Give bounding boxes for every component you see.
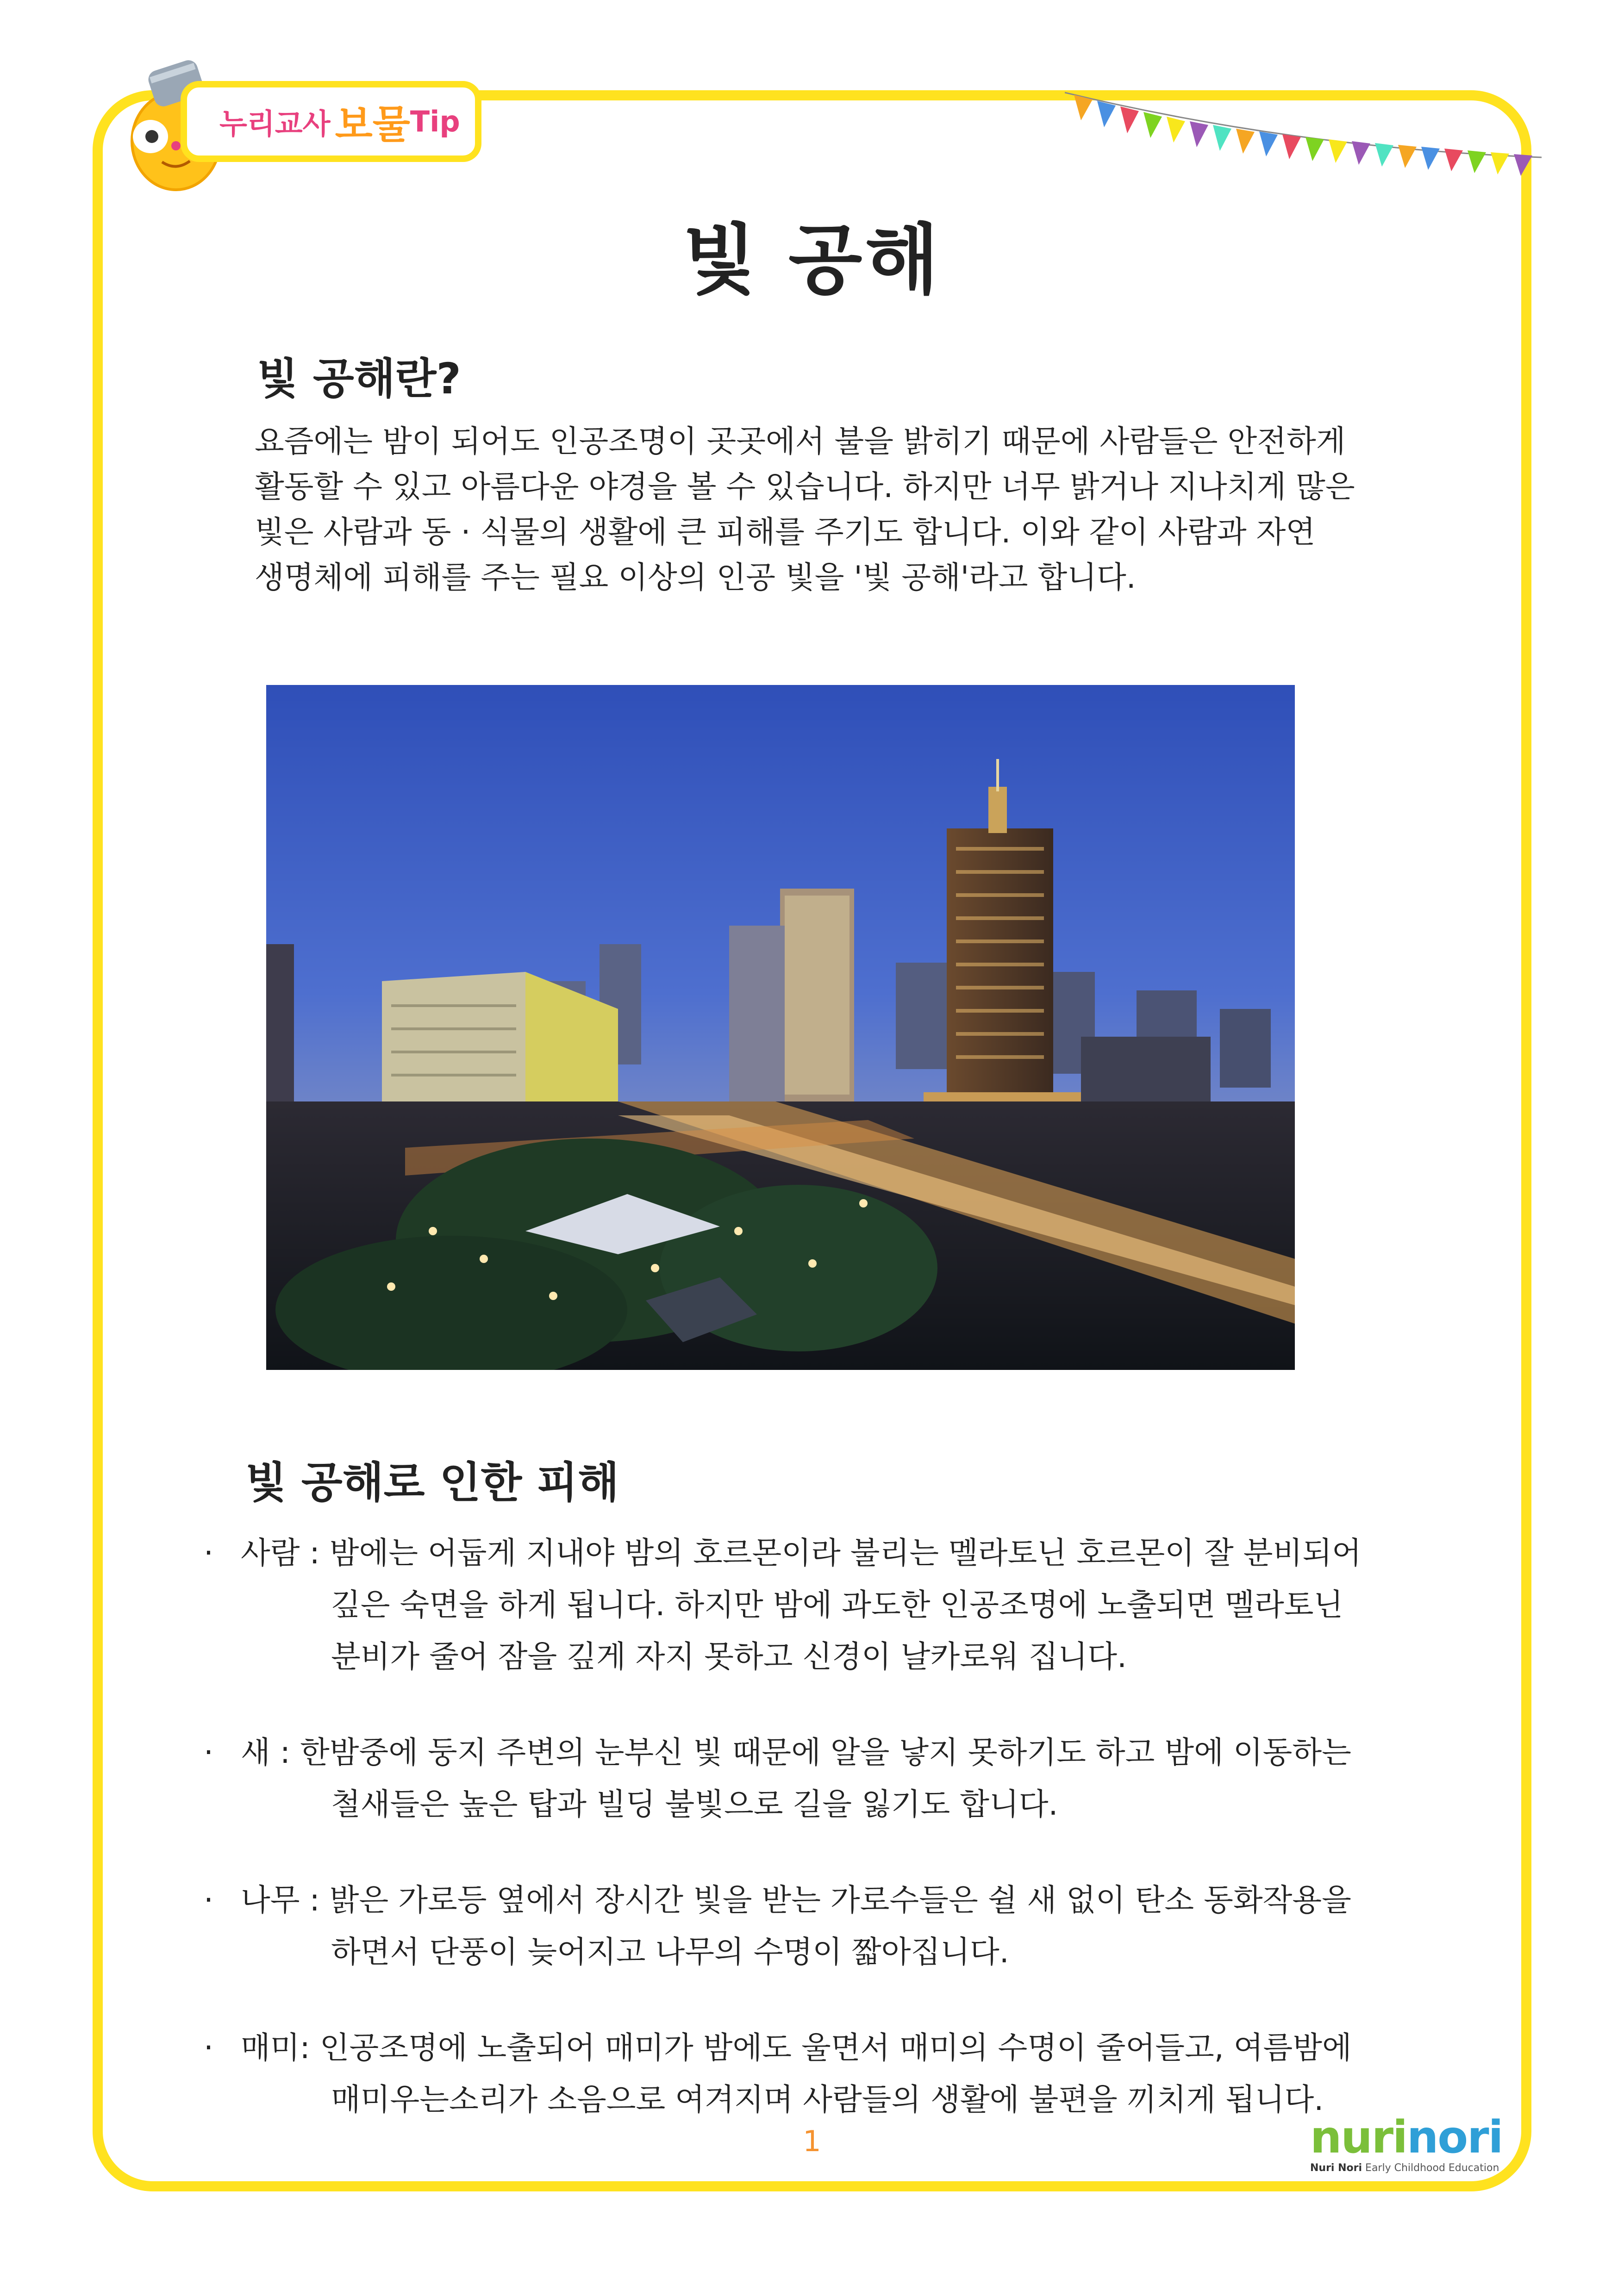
bullet-dot: ·	[204, 2030, 213, 2066]
logo-nori: nori	[1406, 2111, 1503, 2163]
item-first-line: 나무 : 밝은 가로등 옆에서 장시간 빛을 받는 가로수들은 쉴 새 없이 탄소 동화작용을	[241, 1882, 1351, 1918]
item-line: 깊은 숙면을 하게 됩니다. 하지만 밤에 과도한 인공조명에 노출되면 멜라토닌	[331, 1587, 1343, 1623]
header-badge	[181, 81, 481, 162]
paragraph-line: 활동할 수 있고 아름다운 야경을 볼 수 있습니다. 하지만 너무 밝거나 지나치게 많은	[255, 469, 1355, 504]
page-number: 1	[803, 2124, 821, 2158]
bullet-dot: ·	[204, 1735, 213, 1770]
badge-accent: 보물	[335, 102, 410, 147]
damage-list	[204, 1527, 1454, 2170]
item-line: 매미우는소리가 소음으로 여겨지며 사람들의 생활에 불편을 끼치게 됩니다.	[331, 2082, 1324, 2117]
paragraph-line: 요즘에는 밤이 되어도 인공조명이 곳곳에서 불을 밝히기 때문에 사람들은 안전하게	[255, 423, 1346, 459]
paragraph-line: 빛은 사람과 동 · 식물의 생활에 큰 피해를 주기도 합니다. 이와 같이 사람과 자연	[255, 514, 1316, 550]
logo-tagline-rest: Early Childhood Education	[1362, 2162, 1499, 2174]
logo-tagline	[1310, 2162, 1505, 2174]
section1-heading: 빛 공해란?	[257, 354, 461, 404]
logo-nuri: nuri	[1310, 2111, 1407, 2163]
bullet-dot: ·	[204, 1535, 213, 1571]
bullet-dot: ·	[204, 1882, 213, 1918]
city-night-photo	[266, 685, 1295, 1370]
item-line: 하면서 단풍이 늦어지고 나무의 수명이 짧아집니다.	[331, 1934, 1009, 1970]
section1-paragraph	[255, 419, 1412, 600]
list-item-person	[204, 1527, 1454, 1683]
logo-wordmark	[1310, 2111, 1505, 2163]
list-item-tree	[204, 1874, 1454, 1978]
bunting-decoration	[1065, 83, 1542, 190]
list-item-cicada	[204, 2022, 1454, 2126]
badge-tip: Tip	[410, 105, 460, 138]
nurinori-logo	[1310, 2111, 1505, 2180]
list-item-bird	[204, 1727, 1454, 1830]
badge-title: 누리교사	[219, 107, 331, 141]
section2-heading: 빛 공해로 인한 피해	[245, 1458, 619, 1507]
item-line: 분비가 줄어 잠을 깊게 자지 못하고 신경이 날카로워 집니다.	[331, 1639, 1127, 1674]
item-first-line: 새 : 한밤중에 둥지 주변의 눈부신 빛 때문에 알을 낳지 못하기도 하고 밤에 이동하는	[241, 1735, 1351, 1770]
logo-tagline-brand: Nuri Nori	[1310, 2162, 1362, 2174]
item-line: 철새들은 높은 탑과 빌딩 불빛으로 길을 잃기도 합니다.	[331, 1786, 1058, 1822]
page-title: 빛 공해	[682, 216, 942, 305]
item-first-line: 사람 : 밤에는 어둡게 지내야 밤의 호르몬이라 불리는 멜라토닌 호르몬이 잘 분비되어	[241, 1535, 1362, 1571]
item-first-line: 매미: 인공조명에 노출되어 매미가 밤에도 울면서 매미의 수명이 줄어들고, 여름밤에	[241, 2030, 1352, 2066]
paragraph-line: 생명체에 피해를 주는 필요 이상의 인공 빛을 '빛 공해'라고 합니다.	[255, 560, 1136, 595]
